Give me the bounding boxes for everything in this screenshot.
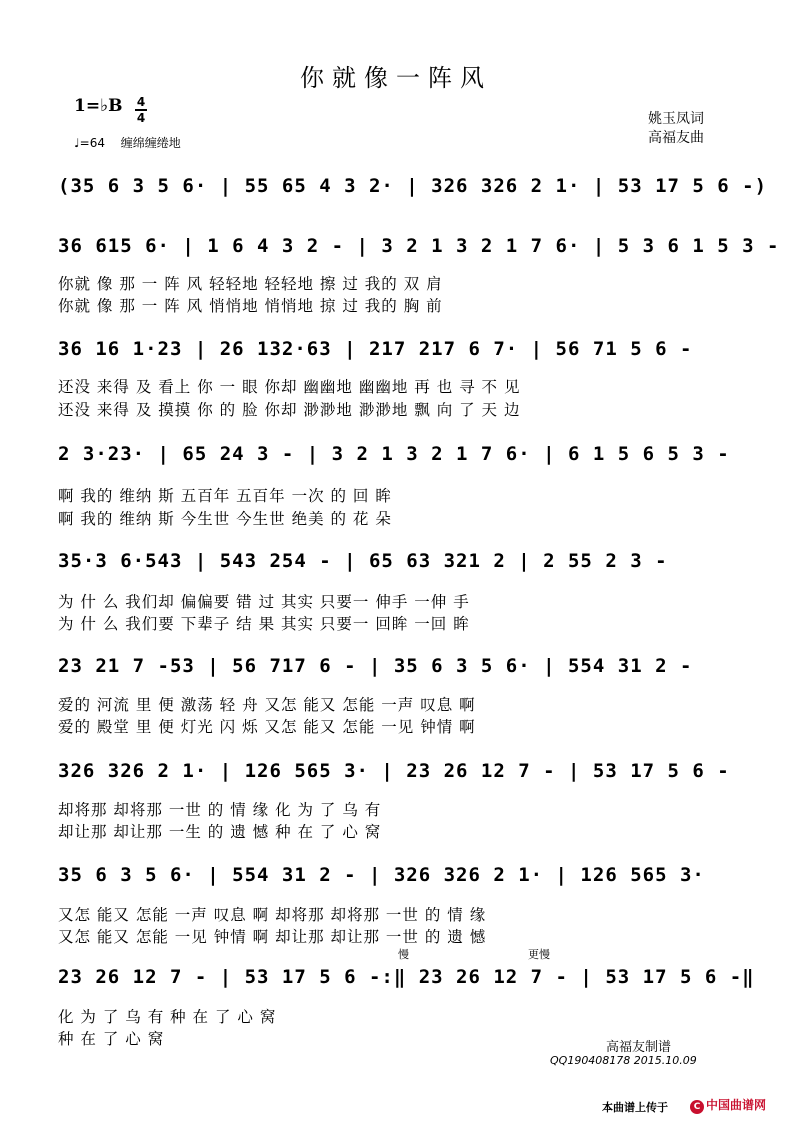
score-row-4-notes: 2 3·23· | 65 24 3 - | 3 2 1 3 2 1 7 6· | 6 1 5 6 5 3 - bbox=[58, 443, 730, 465]
score-row-6-lyric-2: 爱的 殿堂 里 便 灯光 闪 烁 又怎 能又 怎能 一见 钟情 啊 bbox=[58, 718, 476, 736]
score-row-2-lyric-2: 你就 像 那 一 阵 风 悄悄地 悄悄地 掠 过 我的 胸 前 bbox=[58, 297, 443, 315]
score-row-6-lyric-1: 爱的 河流 里 便 激荡 轻 舟 又怎 能又 怎能 一声 叹息 啊 bbox=[58, 696, 476, 714]
score-row-5-notes: 35·3 6·543 | 543 254 - | 65 63 321 2 | 2 55 2 3 - bbox=[58, 550, 668, 572]
page-title: 你就像一阵风 bbox=[300, 64, 492, 92]
score-row-7-notes: 326 326 2 1· | 126 565 3· | 23 26 12 7 - | 53 17 5 6 - bbox=[58, 760, 730, 782]
slow-mark: 慢 bbox=[398, 948, 409, 961]
arranger-contact: QQ190408178 2015.10.09 bbox=[550, 1054, 697, 1067]
score-row-3-notes: 36 16 1·23 | 26 132·63 | 217 217 6 7· | 56 71 5 6 - bbox=[58, 338, 693, 360]
meter-bottom: 4 bbox=[136, 110, 146, 125]
score-row-9-notes: 23 26 12 7 - | 53 17 5 6 -:‖ 23 26 12 7 - | 53 17 5 6 -‖ bbox=[58, 966, 755, 988]
score-row-3-lyric-1: 还没 来得 及 看上 你 一 眼 你却 幽幽地 幽幽地 再 也 寻 不 见 bbox=[58, 378, 521, 396]
score-row-4-lyric-1: 啊 我的 维纳 斯 五百年 五百年 一次 的 回 眸 bbox=[58, 487, 392, 505]
score-row-5-lyric-1: 为 什 么 我们却 偏偏要 错 过 其实 只要一 伸手 一伸 手 bbox=[58, 593, 470, 611]
slower-mark: 更慢 bbox=[528, 948, 550, 961]
lyricist: 姚玉凤词 bbox=[648, 111, 704, 127]
score-row-8-notes: 35 6 3 5 6· | 554 31 2 - | 326 326 2 1· | 126 565 3· bbox=[58, 864, 705, 886]
site-logo-text: 中国曲谱网 bbox=[706, 1098, 767, 1112]
score-row-2-notes: 36 615 6· | 1 6 4 3 2 - | 3 2 1 3 2 1 7 6· | 5 3 6 1 5 3 - bbox=[58, 235, 780, 257]
score-row-7-lyric-2: 却让那 却让那 一生 的 遗 憾 种 在 了 心 窝 bbox=[58, 823, 382, 841]
score-row-9-lyric-2: 种 在 了 心 窝 bbox=[58, 1030, 165, 1048]
score-row-8-lyric-2: 又怎 能又 怎能 一见 钟情 啊 却让那 却让那 一世 的 遗 憾 bbox=[58, 928, 487, 946]
score-row-1-notes: (35 6 3 5 6· | 55 65 4 3 2· | 326 326 2 1· | 53 17 5 6 -) bbox=[58, 175, 768, 197]
score-row-9-lyric-1: 化 为 了 乌 有 种 在 了 心 窝 bbox=[58, 1008, 277, 1026]
site-logo-icon: C bbox=[690, 1100, 704, 1114]
arranger-credit: 高福友制谱 bbox=[606, 1040, 672, 1055]
score-row-3-lyric-2: 还没 来得 及 摸摸 你 的 脸 你却 渺渺地 渺渺地 飘 向 了 天 边 bbox=[58, 401, 521, 419]
score-row-5-lyric-2: 为 什 么 我们要 下辈子 结 果 其实 只要一 回眸 一回 眸 bbox=[58, 615, 470, 633]
score-row-4-lyric-2: 啊 我的 维纳 斯 今生世 今生世 绝美 的 花 朵 bbox=[58, 510, 392, 528]
key-signature: 1=♭B bbox=[74, 96, 123, 116]
score-row-7-lyric-1: 却将那 却将那 一世 的 情 缘 化 为 了 乌 有 bbox=[58, 801, 382, 819]
meter-top: 4 bbox=[136, 95, 146, 109]
upload-note: 本曲谱上传于 bbox=[602, 1101, 668, 1114]
tempo-marking: ♩=64 缠绵缠绻地 bbox=[74, 136, 181, 150]
score-row-2-lyric-1: 你就 像 那 一 阵 风 轻轻地 轻轻地 擦 过 我的 双 肩 bbox=[58, 275, 443, 293]
site-logo[interactable] bbox=[690, 1096, 766, 1114]
score-row-8-lyric-1: 又怎 能又 怎能 一声 叹息 啊 却将那 却将那 一世 的 情 缘 bbox=[58, 906, 487, 924]
time-signature bbox=[135, 96, 147, 124]
composer: 高福友曲 bbox=[648, 130, 704, 146]
score-row-6-notes: 23 21 7 -53 | 56 717 6 - | 35 6 3 5 6· | 554 31 2 - bbox=[58, 655, 693, 677]
